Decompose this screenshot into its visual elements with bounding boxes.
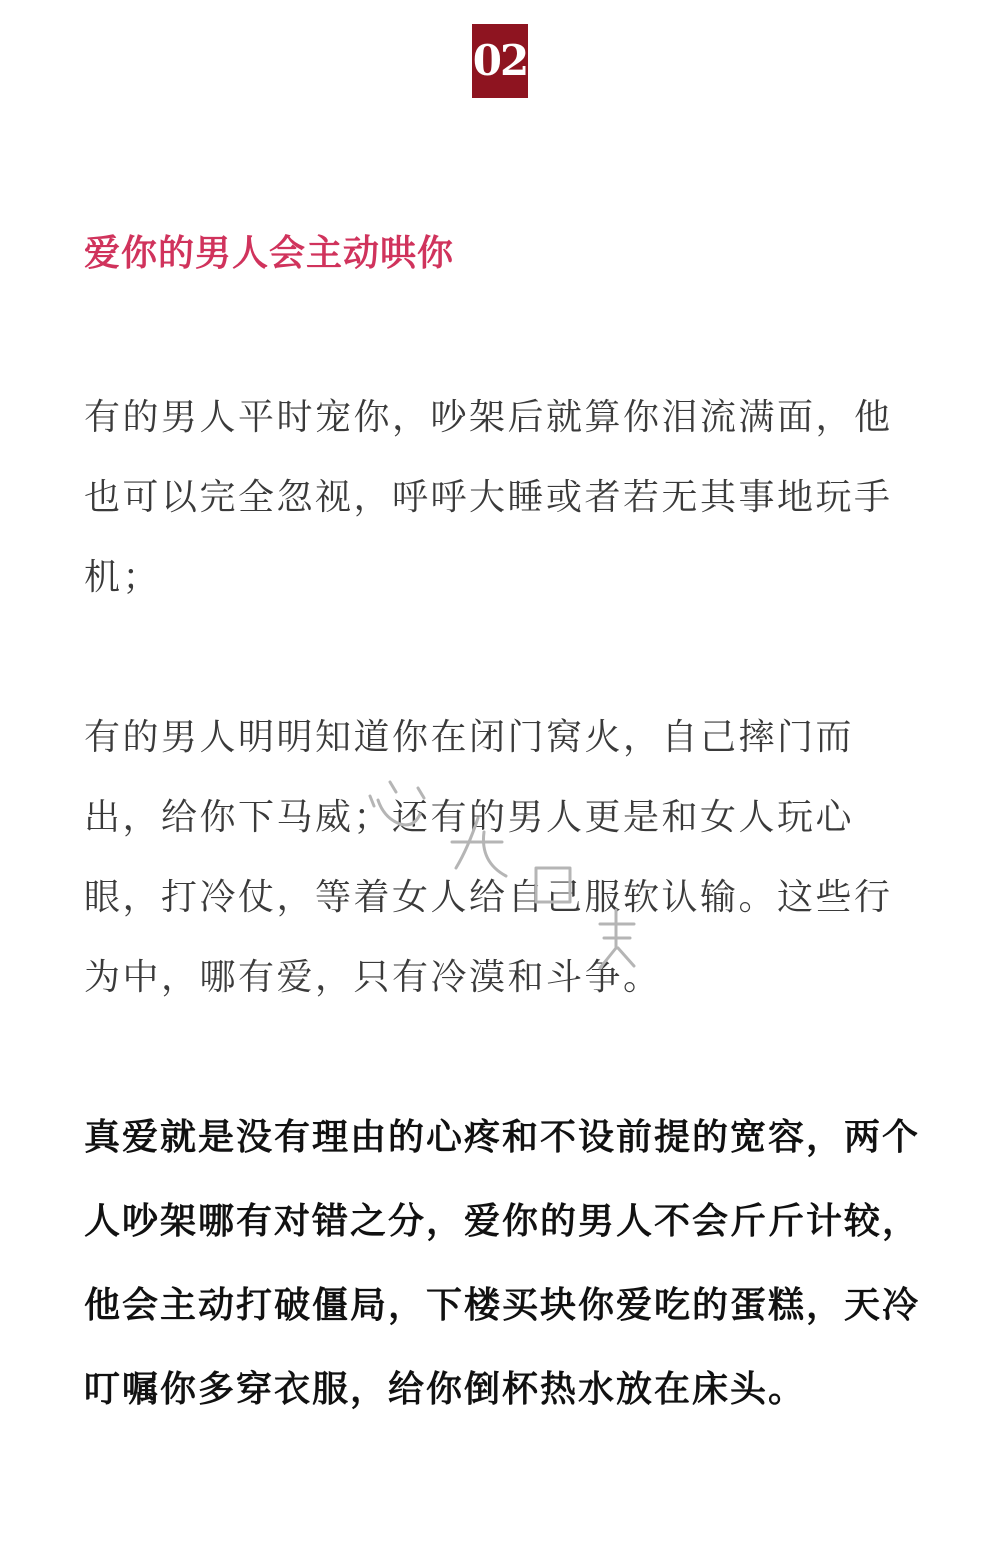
paragraph-3-emphasis: 真爱就是没有理由的心疼和不设前提的宽容，两个人吵架哪有对错之分，爱你的男人不会斤斤计较，他会主动打破僵局，下楼买块你爱吃的蛋糕，天冷叮嘱你多穿衣服，给你倒杯热水放在床头。 (84, 1117, 921, 1410)
section-number-badge: 02 (472, 24, 528, 98)
section-heading: 爱你的男人会主动哄你 (84, 233, 455, 274)
paragraph-2: 有的男人明明知道你在闭门窝火，自己摔门而出，给你下马威；还有的男人更是和女人玩心眼，打冷仗，等着女人给自己服软认输。这些行为中，哪有爱，只有冷漠和斗争。 (84, 717, 893, 998)
paragraph-1: 有的男人平时宠你，吵架后就算你泪流满面，他也可以完全忽视，呼呼大睡或者若无其事地玩手机； (84, 397, 893, 598)
